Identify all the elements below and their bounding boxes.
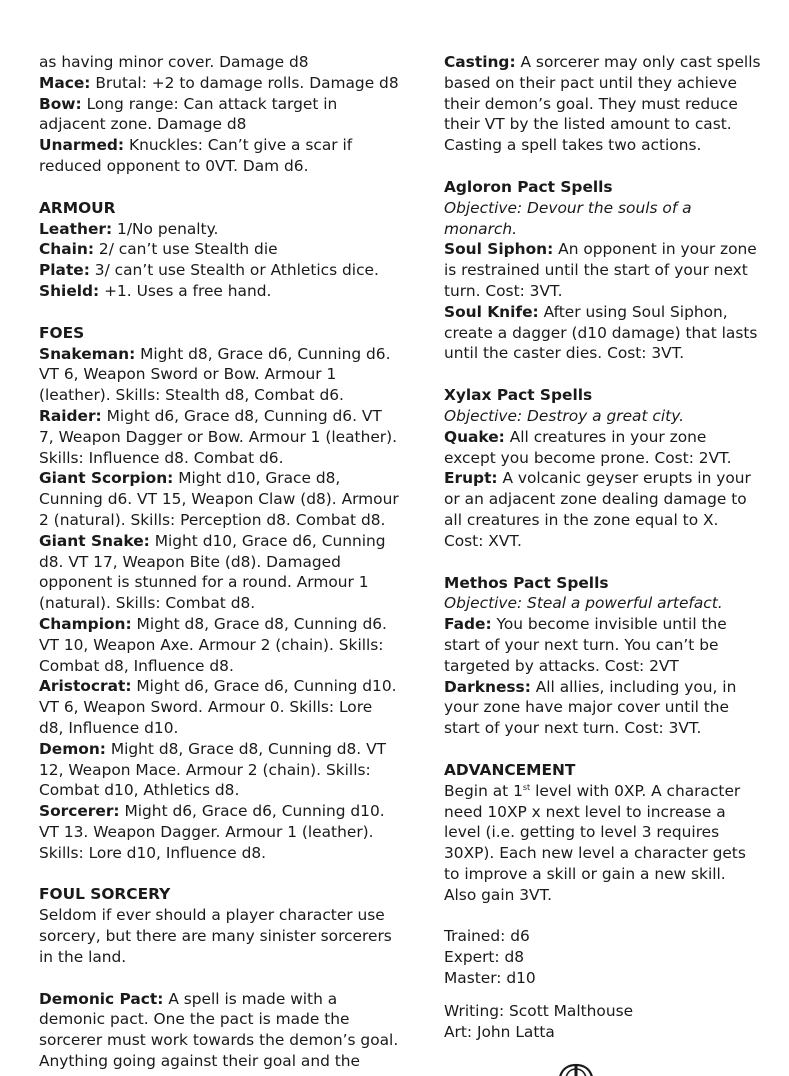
armour-entry: Chain: 2/ can’t use Stealth die xyxy=(39,240,278,259)
section-heading: ADVANCEMENT xyxy=(444,760,576,779)
foe-entry: Aristocrat: Might d6, Grace d6, Cunning d10. VT 6, Weapon Sword. Armour 0. Skills: Lore d8, Influence d10. xyxy=(39,677,397,737)
spell-entry: Quake: All creatures in your zone except you become prone. Cost: 2VT. xyxy=(444,427,732,467)
spell-entry: Soul Knife: After using Soul Siphon, create a dagger (d10 damage) that lasts until the caster dies. Cost: 3VT. xyxy=(444,302,758,363)
helmet-logo-icon xyxy=(556,1062,596,1076)
foe-entry: Snakeman: Might d8, Grace d6, Cunning d6. VT 6, Weapon Sword or Bow. Armour 1 (leather). Skills: Stealth d8, Combat d6. xyxy=(39,344,391,405)
section-heading: FOUL SORCERY xyxy=(39,885,171,904)
right-column xyxy=(444,52,762,1042)
weapons-list xyxy=(39,52,401,177)
section-heading: FOES xyxy=(39,323,85,342)
weapon-entry: Bow: Long range: Can attack target in adjacent zone. Damage d8 xyxy=(39,94,338,134)
sorcery-intro: Seldom if ever should a player character use sorcery, but there are many sinister sorcerers in the land. xyxy=(39,906,392,966)
armour-entry: Shield: +1. Uses a free hand. xyxy=(39,281,272,300)
pact-objective: Objective: Devour the souls of a monarch. xyxy=(444,198,692,238)
casting-entry: Casting: A sorcerer may only cast spells based on their pact until they achieve their demon’s goal. They must reduce their VT by the listed amount to cast. Casting a spell takes two actions. xyxy=(444,53,761,155)
spell-entry: Darkness: All allies, including you, in your zone have major cover until the start of your next turn. Cost: 3VT. xyxy=(444,677,737,738)
rank-entry: Trained: d6 xyxy=(444,927,530,946)
foe-entry: Raider: Might d6, Grace d8, Cunning d6. VT 7, Weapon Dagger or Bow. Armour 1 (leather). Skills: Influence d8. Combat d6. xyxy=(39,406,398,467)
armour-entry: Plate: 3/ can’t use Stealth or Athletics dice. xyxy=(39,261,379,280)
pact-xylax xyxy=(444,385,762,551)
foul-sorcery-section xyxy=(39,884,401,1071)
spell-entry: Soul Siphon: An opponent in your zone is restrained until the start of your next turn. Cost: 3VT. xyxy=(444,240,757,300)
weapon-entry: as having minor cover. Damage d8 xyxy=(39,53,309,71)
credit-line: Writing: Scott Malthouse xyxy=(444,1001,634,1020)
section-heading: ARMOUR xyxy=(39,198,116,217)
pact-heading: Agloron Pact Spells xyxy=(444,177,613,196)
foe-entry: Demon: Might d8, Grace d8, Cunning d8. VT 12, Weapon Mace. Armour 2 (chain). Skills: Combat d10, Athletics d8. xyxy=(39,739,387,800)
spell-entry: Fade: You become invisible until the start of your next turn. You can’t be targeted by attacks. Cost: 2VT xyxy=(444,615,727,675)
armour-section xyxy=(39,198,401,302)
spell-entry: Erupt: A volcanic geyser erupts in your or an adjacent zone dealing damage to all creatures in the zone equal to X. Cost: XVT. xyxy=(444,469,751,550)
advancement-section xyxy=(444,760,762,989)
demonic-pact-entry: Demonic Pact: A spell is made with a demonic pact. One the pact is made the sorcerer must work towards the demon’s goal. Anything going against their goal and the xyxy=(39,989,399,1071)
weapon-entry: Unarmed: Knuckles: Can’t give a scar if reduced opponent to 0VT. Dam d6. xyxy=(39,136,353,175)
foe-entry: Giant Snake: Might d10, Grace d6, Cunning d8. VT 17, Weapon Bite (d8). Damaged opponent is stunned for a round. Armour 1 (natural). Skills: Combat d8. xyxy=(39,531,386,613)
pact-heading: Xylax Pact Spells xyxy=(444,386,593,405)
pact-objective: Objective: Steal a powerful artefact. xyxy=(444,594,723,613)
left-column xyxy=(39,52,401,1072)
armour-entry: Leather: 1/No penalty. xyxy=(39,219,219,238)
pact-agloron xyxy=(444,177,762,364)
foes-section xyxy=(39,323,401,864)
weapon-entry: Mace: Brutal: +2 to damage rolls. Damage d8 xyxy=(39,73,399,92)
pact-heading: Methos Pact Spells xyxy=(444,573,609,592)
rank-entry: Expert: d8 xyxy=(444,948,525,967)
foe-entry: Giant Scorpion: Might d10, Grace d8, Cunning d6. VT 15, Weapon Claw (d8). Armour 2 (natural). Skills: Perception d8. Combat d8. xyxy=(39,469,399,529)
foe-entry: Champion: Might d8, Grace d8, Cunning d6. VT 10, Weapon Axe. Armour 2 (chain). Skills: Combat d8, Influence d8. xyxy=(39,614,387,675)
credits xyxy=(444,1001,762,1043)
pact-methos xyxy=(444,573,762,739)
pact-objective: Objective: Destroy a great city. xyxy=(444,406,684,425)
credit-line: Art: John Latta xyxy=(444,1022,555,1041)
foe-entry: Sorcerer: Might d6, Grace d6, Cunning d10. VT 13. Weapon Dagger. Armour 1 (leather). Skills: Lore d10, Influence d8. xyxy=(39,802,385,862)
rank-entry: Master: d10 xyxy=(444,969,536,988)
advancement-text: Begin at 1st level with 0XP. A character need 10XP x next level to increase a level (i.e. getting to level 3 requires 30XP). Each new level a character gets to improve a skill or gain a new skill. Also gain 3VT. xyxy=(444,781,746,904)
